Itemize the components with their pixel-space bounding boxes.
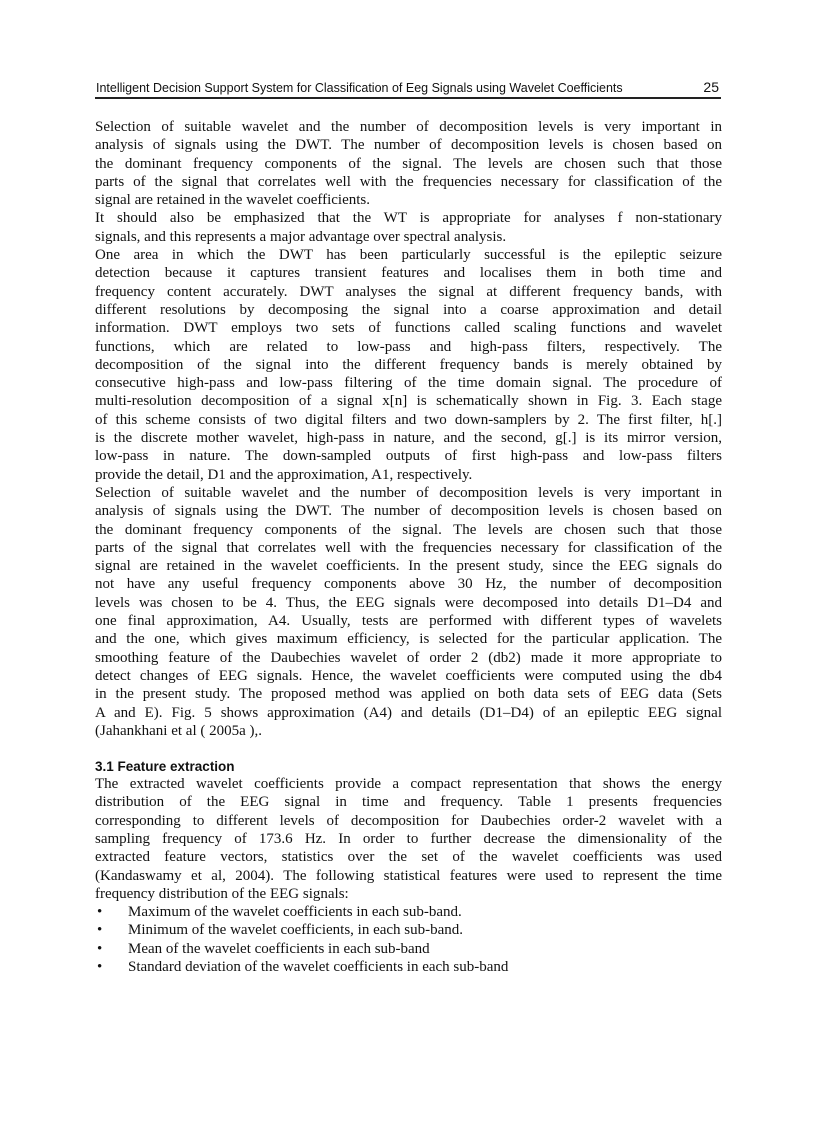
- paragraph: [95, 209, 722, 246]
- paragraphs: [95, 118, 722, 740]
- text-line: signal are retained in the wavelet coefficients.: [95, 192, 371, 209]
- bullet-item: [95, 940, 722, 958]
- section-heading: 3.1 Feature extraction: [95, 759, 235, 775]
- text-line: (Jahankhani et al ( 2005a ),.: [95, 722, 263, 739]
- text-line: the dominant frequency components of the signal. The levels are chosen such that those: [95, 521, 722, 538]
- page-body: [95, 118, 722, 976]
- text-line: decomposition of the signal into the different frequency bands is merely obtained by: [95, 356, 722, 373]
- bullet-icon: •: [97, 959, 103, 976]
- bullet-icon: •: [97, 940, 103, 957]
- text-line: provide the detail, D1 and the approximation, A1, respectively.: [95, 466, 473, 483]
- text-line: analysis of signals using the DWT. The number of decomposition levels is chosen based on: [95, 503, 722, 520]
- bullet-item: [95, 921, 722, 939]
- text-line: A and E). Fig. 5 shows approximation (A4) and details (D1–D4) of an epileptic EEG signal: [95, 704, 722, 721]
- text-line: analysis of signals using the DWT. The number of decomposition levels is chosen based on: [95, 137, 722, 154]
- bullet-icon: •: [97, 904, 103, 921]
- bullet-item: [95, 958, 722, 976]
- text-line: different resolutions by decomposing the signal into a coarse approximation and detail: [95, 301, 722, 318]
- spacer: [95, 740, 722, 758]
- bullet-icon: •: [97, 922, 103, 939]
- running-title: Intelligent Decision Support System for Classification of Eeg Signals using Wavelet Coefficients: [96, 81, 623, 95]
- text-line: information. DWT employs two sets of functions called scaling functions and wavelet: [95, 320, 722, 337]
- text-line: the dominant frequency components of the signal. The levels are chosen such that those: [95, 155, 722, 172]
- text-line: parts of the signal that correlates well with the frequencies necessary for classification of the: [95, 173, 722, 190]
- text-line: and the one, which gives maximum efficiency, is selected for the particular application. The: [95, 631, 722, 648]
- text-line: of this scheme consists of two digital filters and two down-samplers by 2. The first filter, h[.]: [95, 411, 722, 428]
- text-line: one final approximation, A4. Usually, tests are performed with different types of wavelets: [95, 613, 722, 630]
- text-line: frequency content accurately. DWT analyses the signal at different frequency bands, with: [95, 283, 722, 300]
- text-line: detection because it captures transient features and localises them in both time and: [95, 265, 722, 282]
- text-line: consecutive high-pass and low-pass filtering of the time domain signal. The procedure of: [95, 375, 722, 392]
- text-line: parts of the signal that correlates well with the frequencies necessary for classification of the: [95, 539, 722, 556]
- text-line: detect changes of EEG signals. Hence, the wavelet coefficients were computed using the db4: [95, 667, 722, 684]
- paragraph: [95, 118, 722, 209]
- text-line: signals, and this represents a major advantage over spectral analysis.: [95, 228, 507, 245]
- text-line: functions, which are related to low-pass and high-pass filters, respectively. The: [95, 338, 722, 355]
- bullet-text: Minimum of the wavelet coefficients, in each sub-band.: [128, 922, 464, 939]
- text-line: corresponding to different levels of decomposition for Daubechies order-2 wavelet with a: [95, 812, 722, 829]
- text-line: Selection of suitable wavelet and the number of decomposition levels is very important in: [95, 119, 722, 135]
- text-line: (Kandaswamy et al, 2004). The following statistical features were used to represent the time: [95, 867, 722, 884]
- text-line: not have any useful frequency components above 30 Hz, the number of decomposition: [95, 576, 722, 593]
- text-line: distribution of the EEG signal in time and frequency. Table 1 presents frequencies: [95, 794, 722, 811]
- text-line: One area in which the DWT has been particularly successful is the epileptic seizure: [95, 247, 722, 264]
- paragraph: [95, 246, 722, 484]
- running-header: [95, 80, 721, 99]
- text-line: levels was chosen to be 4. Thus, the EEG signals were decomposed into details D1–D4 and: [95, 594, 722, 611]
- bullet-text: Maximum of the wavelet coefficients in each sub-band.: [128, 904, 462, 921]
- text-line: signal are retained in the wavelet coefficients. In the present study, since the EEG signals do: [95, 558, 722, 575]
- text-line: frequency distribution of the EEG signals:: [95, 885, 349, 902]
- bullet-text: Standard deviation of the wavelet coefficients in each sub-band: [128, 959, 509, 976]
- paragraph: [95, 484, 722, 740]
- bullet-text: Mean of the wavelet coefficients in each sub-band: [128, 940, 430, 957]
- page-number: 25: [703, 79, 719, 95]
- text-line: Selection of suitable wavelet and the number of decomposition levels is very important in: [95, 484, 722, 501]
- text-line: extracted feature vectors, statistics over the set of the wavelet coefficients was used: [95, 849, 722, 866]
- text-line: is the discrete mother wavelet, high-pass in nature, and the second, g[.] is its mirror version,: [95, 430, 722, 447]
- text-line: multi-resolution decomposition of a signal x[n] is schematically shown in Fig. 3. Each stage: [95, 393, 722, 410]
- text-line: low-pass in nature. The down-sampled outputs of first high-pass and low-pass filters: [95, 448, 722, 465]
- text-line: It should also be emphasized that the WT is appropriate for analyses f non-stationary: [95, 210, 722, 227]
- text-line: in the present study. The proposed method was applied on both data sets of EEG data (Sets: [95, 686, 722, 703]
- section-paragraph: [95, 775, 722, 903]
- text-line: sampling frequency of 173.6 Hz. In order to further decrease the dimensionality of the: [95, 830, 722, 847]
- text-line: The extracted wavelet coefficients provide a compact representation that shows the energy: [95, 776, 722, 793]
- text-line: smoothing feature of the Daubechies wavelet of order 2 (db2) made it more appropriate to: [95, 649, 722, 666]
- bullet-item: [95, 903, 722, 921]
- bullet-list: [95, 903, 722, 976]
